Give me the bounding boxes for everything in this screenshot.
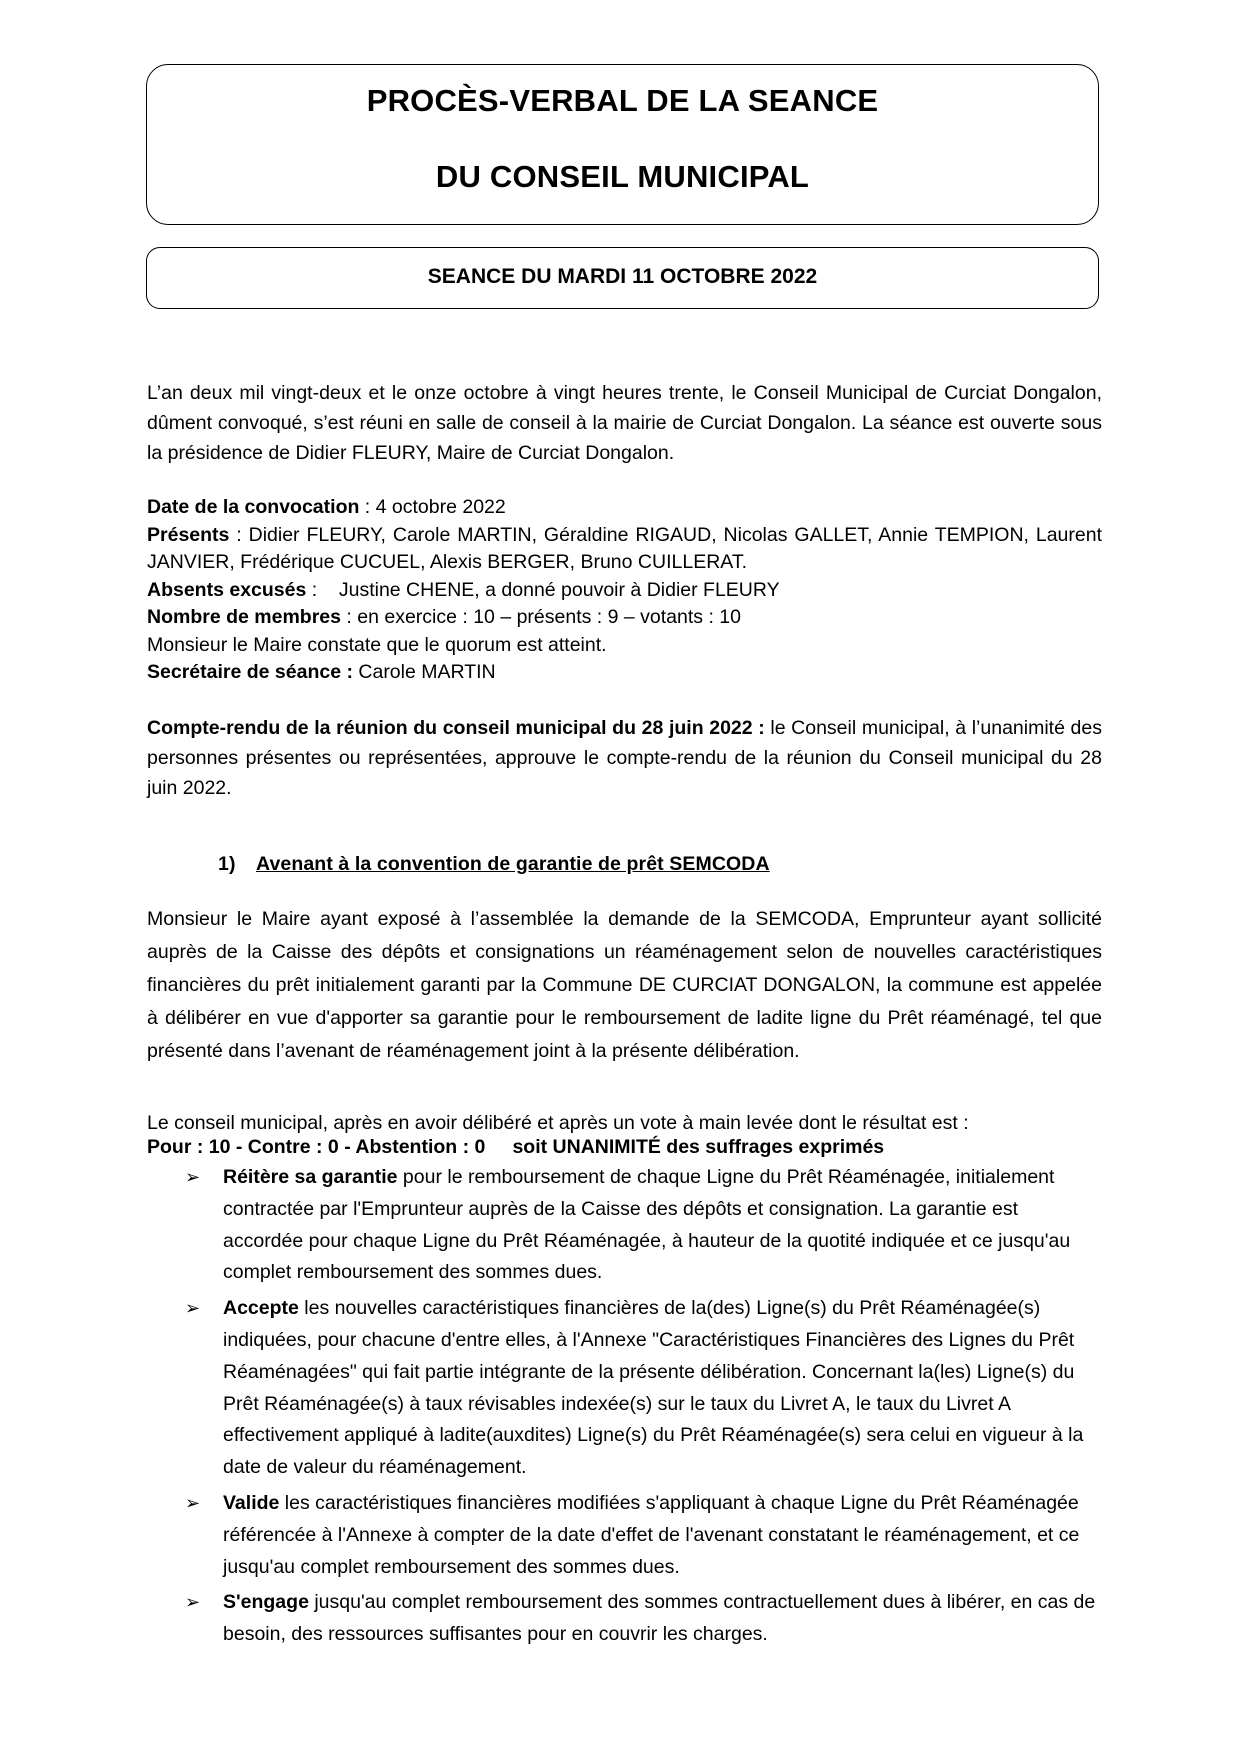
minutes-approval-label: Compte-rendu de la réunion du conseil municipal du 28 juin 2022 : bbox=[147, 717, 765, 739]
convocation-label: Date de la convocation bbox=[147, 496, 360, 518]
present-value: : Didier FLEURY, Carole MARTIN, Géraldine RIGAUD, Nicolas GALLET, Annie TEMPION, Laurent JANVIER, Frédérique CUCUEL, Alexis BERGER, Bruno CUILLERAT. bbox=[147, 523, 1102, 573]
members-value: : en exercice : 10 – présents : 9 – votants : 10 bbox=[340, 606, 741, 628]
present-label: Présents bbox=[147, 523, 230, 546]
section-1-title: Avenant à la convention de garantie de prêt SEMCODA bbox=[256, 853, 770, 875]
section-1-heading bbox=[218, 853, 770, 876]
present-line bbox=[147, 522, 1102, 577]
vote-result: Pour : 10 - Contre : 0 - Abstention : 0 soit UNANIMITÉ des suffrages exprimés bbox=[147, 1136, 885, 1158]
decision-verb: Valide bbox=[223, 1491, 280, 1514]
section-1-number: 1) bbox=[218, 853, 236, 875]
minutes-approval-text: le Conseil municipal, à l’unanimité des personnes présentes ou représentées, approuve le compte-rendu de la réunion du Conseil municipal du 28 juin 2022. bbox=[147, 717, 1102, 799]
title-box bbox=[146, 64, 1099, 225]
quorum-line: Monsieur le Maire constate que le quorum est atteint. bbox=[147, 633, 607, 656]
attendance-block bbox=[147, 494, 1102, 687]
decision-text: pour le remboursement de chaque Ligne du Prêt Réaménagée, initialement contractée par l'Emprunteur auprès de la Caisse des dépôts et consignation. La garantie est accordée pour chaque Ligne du Prêt Réaménagée, à hauteur de la quotité indiquée et ce jusqu'au complet remboursement des sommes dues. bbox=[223, 1166, 1071, 1284]
decision-text: jusqu'au complet remboursement des sommes contractuellement dues à libérer, en cas de besoin, des ressources suffisantes pour en couvrir les charges. bbox=[223, 1591, 1096, 1646]
decision-item bbox=[185, 1293, 1103, 1484]
intro-paragraph: L’an deux mil vingt-deux et le onze octobre à vingt heures trente, le Conseil Municipal de Curciat Dongalon, dûment convoqué, s’est réuni en salle de conseil à la mairie de Curciat Dongalon. La séance est ouverte sous la présidence de Didier FLEURY, Maire de Curciat Dongalon. bbox=[147, 382, 1102, 464]
arrowhead-bullet-icon: ➢ bbox=[185, 1167, 201, 1187]
vote-intro: Le conseil municipal, après en avoir délibéré et après un vote à main levée dont le résultat est : bbox=[147, 1112, 969, 1134]
members-label: Nombre de membres bbox=[147, 606, 341, 628]
decision-text: les nouvelles caractéristiques financières de la(des) Ligne(s) du Prêt Réaménagée(s) indiquées, pour chacune d'entre elles, à l'Annexe "Caractéristiques Financières des Lignes du Prêt Réaménagées" qui fait partie intégrante de la présente délibération. Concernant la(les) Ligne(s) du Prêt Réaménagée(s) à taux révisables indexée(s) sur le taux du Livret A, le taux du Livret A effectivement appliqué à ladite(auxdites) Ligne(s) du Prêt Réaménagée(s) sera celui en vigueur à la date de valeur du réaménagement. bbox=[223, 1297, 1084, 1479]
absent-value: : Justine CHENE, a donné pouvoir à Didier FLEURY bbox=[306, 578, 780, 601]
decision-text: les caractéristiques financières modifiées s'appliquant à chaque Ligne du Prêt Réaménagée référencée à l'Annexe à compter de la date d'effet de l'avenant constatant le réaménagement, et ce jusqu'au complet remboursement des sommes dues. bbox=[223, 1491, 1080, 1578]
document-title-line-1: PROCÈS-VERBAL DE LA SEANCE bbox=[366, 83, 879, 118]
arrowhead-bullet-icon: ➢ bbox=[185, 1592, 201, 1613]
convocation-value: : 4 octobre 2022 bbox=[359, 496, 506, 518]
absent-line bbox=[147, 577, 1102, 605]
document-title-line-2: DU CONSEIL MUNICIPAL bbox=[435, 159, 810, 194]
decision-list bbox=[185, 1162, 1103, 1651]
vote-block bbox=[147, 1111, 1102, 1159]
decision-item bbox=[185, 1587, 1103, 1651]
section-1-body: Monsieur le Maire ayant exposé à l’assemblée la demande de la SEMCODA, Emprunteur ayant sollicité auprès de la Caisse des dépôts et consignations un réaménagement selon de nouvelles caractéristiques financières du prêt initialement garanti par la Commune DE CURCIAT DONGALON, la commune est appelée à délibérer en vue d'apporter sa garantie pour le remboursement de ladite ligne du Prêt réaménagé, tel que présenté dans l’avenant de réaménagement joint à la présente délibération. bbox=[147, 908, 1102, 1062]
convocation-line bbox=[147, 494, 1102, 522]
arrowhead-bullet-icon: ➢ bbox=[185, 1298, 201, 1319]
members-line bbox=[147, 604, 1102, 632]
decision-verb: Réitère sa garantie bbox=[223, 1166, 398, 1188]
arrowhead-bullet-icon: ➢ bbox=[185, 1492, 201, 1513]
absent-label: Absents excusés bbox=[147, 578, 307, 601]
decision-verb: S'engage bbox=[223, 1591, 309, 1614]
decision-item bbox=[185, 1162, 1103, 1289]
secretary-line bbox=[147, 659, 1102, 687]
session-date-box: SEANCE DU MARDI 11 OCTOBRE 2022 bbox=[146, 247, 1099, 309]
decision-item bbox=[185, 1488, 1103, 1583]
minutes-approval-paragraph bbox=[147, 713, 1102, 803]
decision-verb: Accepte bbox=[223, 1297, 299, 1320]
secretary-value: Carole MARTIN bbox=[352, 661, 496, 683]
secretary-label: Secrétaire de séance : bbox=[147, 661, 353, 683]
